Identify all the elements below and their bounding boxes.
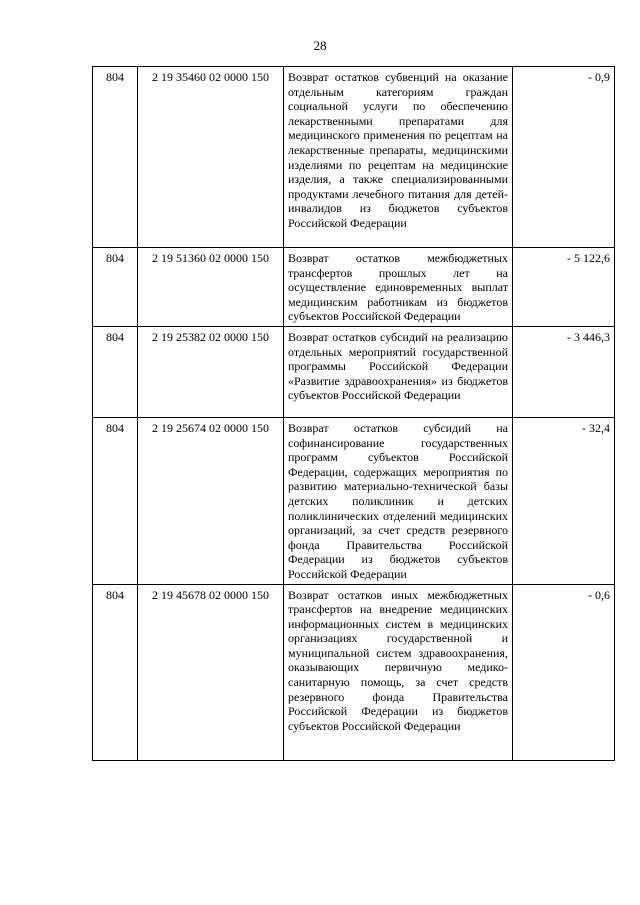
amount-cell: - 5 122,6 — [513, 248, 615, 327]
income-name-cell: Возврат остатков субсидий на софинансирование государственных программ субъектов Российской Федерации, содержащих мероприятия по развитию материально-технической базы детских поликлиник и детских поликлинических отделений медицинских организаций, за счет средств резервного фонда Правительства Российской Федерации из бюджетов субъектов Российской Федерации — [284, 417, 513, 584]
income-name-cell: Возврат остатков субвенций на оказание отдельным категориям граждан социальной услуги по обеспечению лекарственными препаратами для медицинского применения по рецептам на лекарственные препараты, медицинскими изделиями по рецептам на медицинские изделия, а также специализированными продуктами лечебного питания для детей-инвалидов из бюджетов субъектов Российской Федерации — [284, 67, 513, 248]
budget-classification-code-cell: 2 19 25674 02 0000 150 — [138, 417, 284, 584]
amount-cell: - 3 446,3 — [513, 326, 615, 417]
table-row — [93, 67, 615, 248]
admin-code-cell: 804 — [93, 584, 138, 760]
table-row — [93, 248, 615, 327]
table-row — [93, 417, 615, 584]
admin-code-cell: 804 — [93, 67, 138, 248]
admin-code-cell: 804 — [93, 326, 138, 417]
budget-classification-code-cell: 2 19 45678 02 0000 150 — [138, 584, 284, 760]
admin-code-cell: 804 — [93, 248, 138, 327]
income-name-cell: Возврат остатков субсидий на реализацию отдельных мероприятий государственной программы Российской Федерации «Развитие здравоохранения» из бюджетов субъектов Российской Федерации — [284, 326, 513, 417]
amount-cell: - 0,9 — [513, 67, 615, 248]
budget-classification-code-cell: 2 19 51360 02 0000 150 — [138, 248, 284, 327]
admin-code-cell: 804 — [93, 417, 138, 584]
table-row — [93, 584, 615, 760]
page-number: 28 — [313, 38, 327, 53]
budget-classification-code-cell: 2 19 35460 02 0000 150 — [138, 67, 284, 248]
budget-table — [92, 66, 615, 761]
budget-classification-code-cell: 2 19 25382 02 0000 150 — [138, 326, 284, 417]
amount-cell: - 0,6 — [513, 584, 615, 760]
table-row — [93, 326, 615, 417]
amount-cell: - 32,4 — [513, 417, 615, 584]
income-name-cell: Возврат остатков межбюджетных трансфертов прошлых лет на осуществление единовременных выплат медицинским работникам из бюджетов субъектов Российской Федерации — [284, 248, 513, 327]
income-name-cell: Возврат остатков иных межбюджетных трансфертов на внедрение медицинских информационных систем в медицинских организациях государственной и муниципальной систем здравоохранения, оказывающих первичную медико-санитарную помощь, за счет средств резервного фонда Правительства Российской Федерации из бюджетов субъектов Российской Федерации — [284, 584, 513, 760]
